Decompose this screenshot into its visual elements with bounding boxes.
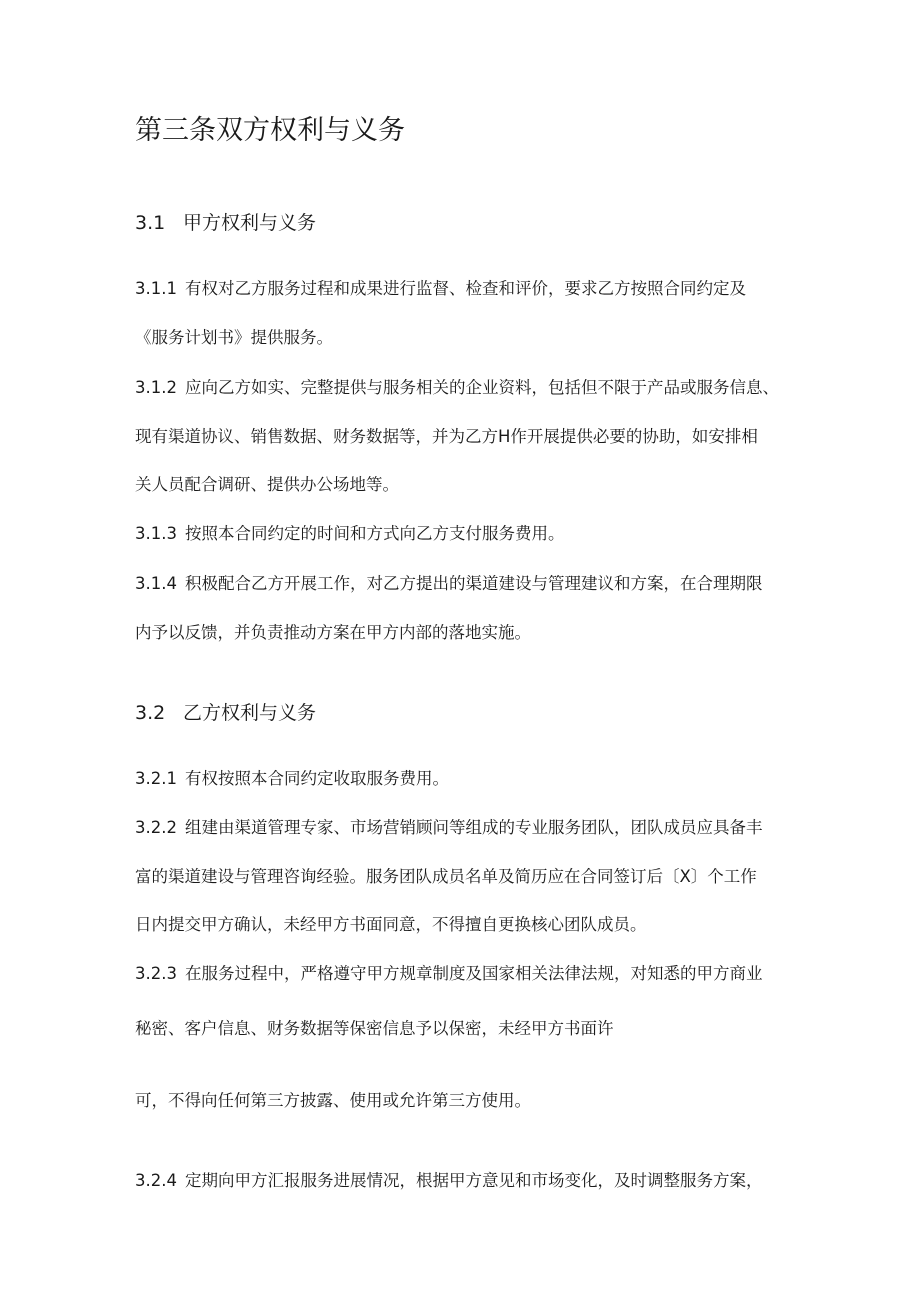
clause-number: 3.2.2 [135,818,177,837]
clause-text: 按照本合同约定的时间和方式向乙方支付服务费用。 [184,524,565,543]
clause-3-2-2-line-1 [135,814,762,838]
clause-3-2-3-line-2: 秘密、客户信息、财务数据等保密信息予以保密，未经甲方书面许 [135,1019,614,1038]
clause-3-1-1-line-1 [135,275,746,299]
section-number: 3.1 [135,212,166,234]
clause-3-1-2-line-3: 关人员配合调研、提供办公场地等。 [135,475,399,494]
clause-3-2-3-line-1 [135,960,762,984]
clause-text: 在服务过程中，严格遵守甲方规章制度及国家相关法律法规，对知悉的甲方商业 [184,964,763,983]
clause-number: 3.2.1 [135,769,177,788]
clause-text: 有权对乙方服务过程和成果进行监督、检查和评价，要求乙方按照合同约定及 [184,279,746,298]
clause-number: 3.2.3 [135,964,177,983]
clause-number: 3.1.1 [135,279,177,298]
clause-text: 定期向甲方汇报服务进展情况，根据甲方意见和市场变化，及时调整服务方案， [184,1171,763,1190]
clause-text: 积极配合乙方开展工作，对乙方提出的渠道建设与管理建议和方案，在合理期限 [184,574,763,593]
clause-number: 3.1.3 [135,524,177,543]
clause-3-2-3-line-3: 可，不得向任何第三方披露、使用或允许第三方使用。 [135,1091,531,1110]
clause-3-1-3-line-1 [135,520,564,544]
section-heading-3-1 [135,208,316,235]
clause-3-2-2-line-3: 日内提交甲方确认，未经甲方书面同意，不得擅自更换核心团队成员。 [135,915,647,934]
section-number: 3.2 [135,702,166,724]
clause-3-2-1-line-1 [135,765,449,789]
clause-3-1-2-line-2: 现有渠道协议、销售数据、财务数据等，并为乙方H作开展提供必要的协助，如安排相 [135,427,758,446]
clause-number: 3.1.2 [135,378,177,397]
clause-number: 3.1.4 [135,574,177,593]
clause-3-1-1-line-2: 《服务计划书》提供服务。 [135,328,333,347]
clause-3-1-4-line-2: 内予以反馈，并负责推动方案在甲方内部的落地实施。 [135,623,531,642]
section-heading-3-2 [135,698,316,725]
clause-3-2-2-line-2: 富的渠道建设与管理咨询经验。服务团队成员名单及简历应在合同签订后〔X〕个工作 [135,867,757,886]
clause-number: 3.2.4 [135,1171,177,1190]
clause-text: 有权按照本合同约定收取服务费用。 [184,769,449,788]
section-title: 甲方权利与义务 [183,212,317,234]
clause-3-2-4-line-1 [135,1167,762,1191]
clause-text: 组建由渠道管理专家、市场营销顾问等组成的专业服务团队，团队成员应具备丰 [184,818,763,837]
clause-3-1-2-line-1 [135,374,779,398]
section-title: 乙方权利与义务 [183,702,317,724]
clause-text: 应向乙方如实、完整提供与服务相关的企业资料，包括但不限于产品或服务信息、 [184,378,779,397]
article-title: 第三条双方权利与义务 [135,115,405,146]
clause-3-1-4-line-1 [135,570,762,594]
